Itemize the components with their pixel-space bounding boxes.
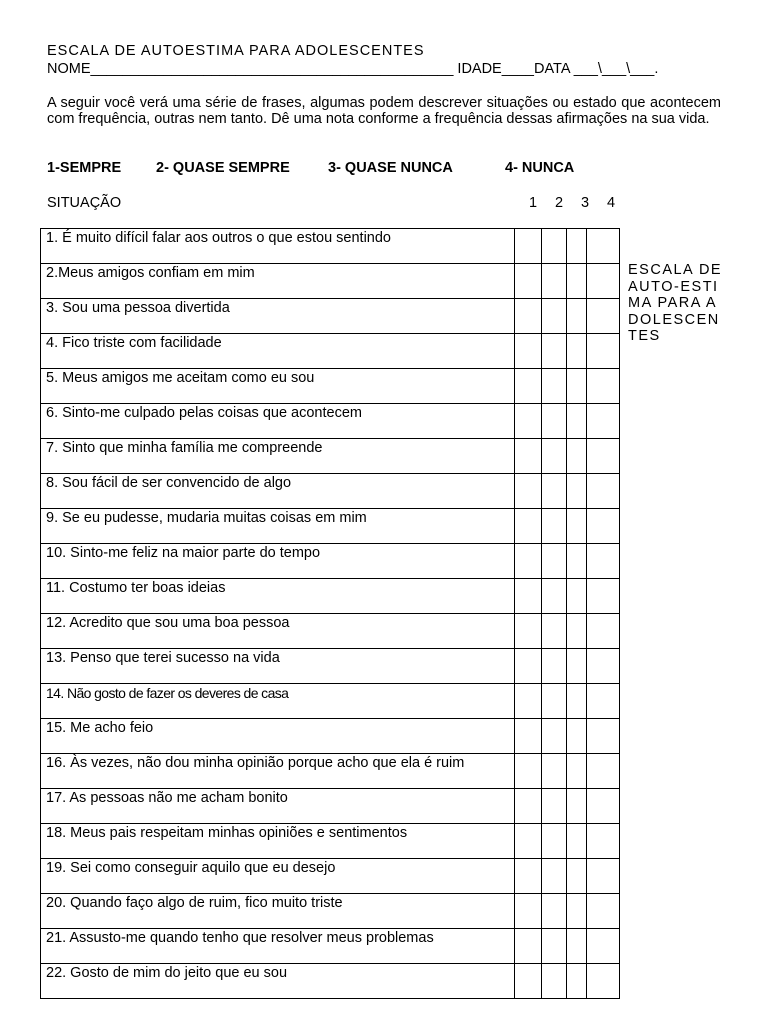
answer-cell-4[interactable] xyxy=(587,929,620,964)
answer-cell-4[interactable] xyxy=(587,684,620,719)
answer-cell-1[interactable] xyxy=(515,474,542,509)
item-statement: 20. Quando faço algo de ruim, fico muito triste xyxy=(41,894,515,929)
table-row xyxy=(41,264,620,299)
table-row xyxy=(41,544,620,579)
item-statement: 18. Meus pais respeitam minhas opiniões e sentimentos xyxy=(41,824,515,859)
item-statement: 8. Sou fácil de ser convencido de algo xyxy=(41,474,515,509)
item-statement: 17. As pessoas não me acham bonito xyxy=(41,789,515,824)
answer-cell-3[interactable] xyxy=(566,859,587,894)
answer-cell-2[interactable] xyxy=(541,964,566,999)
answer-cell-1[interactable] xyxy=(515,509,542,544)
answer-cell-1[interactable] xyxy=(515,404,542,439)
answer-cell-1[interactable] xyxy=(515,369,542,404)
item-statement: 13. Penso que terei sucesso na vida xyxy=(41,649,515,684)
answer-cell-3[interactable] xyxy=(566,754,587,789)
answer-cell-1[interactable] xyxy=(515,824,542,859)
answer-cell-2[interactable] xyxy=(541,649,566,684)
answer-cell-1[interactable] xyxy=(515,964,542,999)
answer-cell-1[interactable] xyxy=(515,754,542,789)
side-label: ESCALA DE AUTO-ESTIMA PARA ADOLESCENTES xyxy=(628,262,723,344)
answer-cell-4[interactable] xyxy=(587,229,620,264)
answer-cell-2[interactable] xyxy=(541,404,566,439)
item-statement: 2.Meus amigos confiam em mim xyxy=(41,264,515,299)
answer-cell-4[interactable] xyxy=(587,649,620,684)
answer-cell-3[interactable] xyxy=(566,229,587,264)
column-header-1: 1 xyxy=(529,195,538,211)
answer-cell-1[interactable] xyxy=(515,929,542,964)
answer-cell-4[interactable] xyxy=(587,824,620,859)
document-title: ESCALA DE AUTOESTIMA PARA ADOLESCENTES xyxy=(47,43,425,59)
answer-cell-3[interactable] xyxy=(566,719,587,754)
answer-cell-4[interactable] xyxy=(587,334,620,369)
table-row xyxy=(41,649,620,684)
item-statement: 21. Assusto-me quando tenho que resolver meus problemas xyxy=(41,929,515,964)
answer-cell-4[interactable] xyxy=(587,614,620,649)
table-row xyxy=(41,509,620,544)
answer-cell-1[interactable] xyxy=(515,859,542,894)
answer-cell-1[interactable] xyxy=(515,789,542,824)
table-row xyxy=(41,439,620,474)
item-statement: 11. Costumo ter boas ideias xyxy=(41,579,515,614)
column-header-3: 3 xyxy=(581,195,590,211)
item-statement: 15. Me acho feio xyxy=(41,719,515,754)
item-statement: 22. Gosto de mim do jeito que eu sou xyxy=(41,964,515,999)
answer-cell-2[interactable] xyxy=(541,614,566,649)
scale-option-nunca: 4- NUNCA xyxy=(505,160,575,176)
answer-cell-4[interactable] xyxy=(587,404,620,439)
scale-option-quase-sempre: 2- QUASE SEMPRE xyxy=(156,160,290,176)
questionnaire-table xyxy=(40,228,620,999)
answer-cell-3[interactable] xyxy=(566,439,587,474)
table-row xyxy=(41,684,620,719)
answer-cell-1[interactable] xyxy=(515,894,542,929)
answer-cell-1[interactable] xyxy=(515,649,542,684)
answer-cell-3[interactable] xyxy=(566,649,587,684)
answer-cell-1[interactable] xyxy=(515,579,542,614)
item-statement: 14. Não gosto de fazer os deveres de casa xyxy=(41,684,515,719)
table-row xyxy=(41,964,620,999)
name-age-date-line: NOME_____________________________________________ IDADE____DATA ___\___\___. xyxy=(47,61,659,77)
table-row xyxy=(41,474,620,509)
table-row xyxy=(41,404,620,439)
answer-cell-4[interactable] xyxy=(587,579,620,614)
item-statement: 7. Sinto que minha família me compreende xyxy=(41,439,515,474)
answer-cell-4[interactable] xyxy=(587,894,620,929)
answer-cell-2[interactable] xyxy=(541,544,566,579)
answer-cell-2[interactable] xyxy=(541,369,566,404)
answer-cell-3[interactable] xyxy=(566,929,587,964)
answer-cell-4[interactable] xyxy=(587,369,620,404)
answer-cell-3[interactable] xyxy=(566,334,587,369)
item-statement: 16. Às vezes, não dou minha opinião porque acho que ela é ruim xyxy=(41,754,515,789)
answer-cell-2[interactable] xyxy=(541,439,566,474)
answer-cell-1[interactable] xyxy=(515,439,542,474)
answer-cell-3[interactable] xyxy=(566,894,587,929)
table-row xyxy=(41,614,620,649)
answer-cell-3[interactable] xyxy=(566,404,587,439)
answer-cell-2[interactable] xyxy=(541,894,566,929)
answer-cell-1[interactable] xyxy=(515,684,542,719)
answer-cell-3[interactable] xyxy=(566,789,587,824)
answer-cell-3[interactable] xyxy=(566,684,587,719)
column-header-4: 4 xyxy=(607,195,616,211)
answer-cell-4[interactable] xyxy=(587,964,620,999)
column-header-2: 2 xyxy=(555,195,564,211)
item-statement: 10. Sinto-me feliz na maior parte do tempo xyxy=(41,544,515,579)
scale-option-sempre: 1-SEMPRE xyxy=(47,160,122,176)
item-statement: 3. Sou uma pessoa divertida xyxy=(41,299,515,334)
answer-cell-1[interactable] xyxy=(515,334,542,369)
answer-cell-1[interactable] xyxy=(515,229,542,264)
answer-cell-3[interactable] xyxy=(566,474,587,509)
answer-cell-4[interactable] xyxy=(587,789,620,824)
item-statement: 19. Sei como conseguir aquilo que eu desejo xyxy=(41,859,515,894)
answer-cell-3[interactable] xyxy=(566,369,587,404)
item-statement: 9. Se eu pudesse, mudaria muitas coisas em mim xyxy=(41,509,515,544)
answer-cell-3[interactable] xyxy=(566,824,587,859)
scale-option-quase-nunca: 3- QUASE NUNCA xyxy=(328,160,453,176)
answer-cell-2[interactable] xyxy=(541,824,566,859)
answer-cell-2[interactable] xyxy=(541,684,566,719)
answer-cell-3[interactable] xyxy=(566,264,587,299)
table-row xyxy=(41,894,620,929)
answer-cell-1[interactable] xyxy=(515,299,542,334)
item-statement: 5. Meus amigos me aceitam como eu sou xyxy=(41,369,515,404)
answer-cell-3[interactable] xyxy=(566,579,587,614)
answer-cell-1[interactable] xyxy=(515,614,542,649)
answer-cell-1[interactable] xyxy=(515,264,542,299)
answer-cell-3[interactable] xyxy=(566,964,587,999)
answer-cell-2[interactable] xyxy=(541,859,566,894)
situation-header: SITUAÇÃO xyxy=(47,195,122,211)
item-statement: 1. É muito difícil falar aos outros o que estou sentindo xyxy=(41,229,515,264)
answer-cell-4[interactable] xyxy=(587,439,620,474)
table-row xyxy=(41,719,620,754)
table-row xyxy=(41,229,620,264)
answer-cell-2[interactable] xyxy=(541,334,566,369)
answer-cell-4[interactable] xyxy=(587,544,620,579)
answer-cell-4[interactable] xyxy=(587,264,620,299)
table-row xyxy=(41,334,620,369)
answer-cell-3[interactable] xyxy=(566,509,587,544)
answer-cell-4[interactable] xyxy=(587,719,620,754)
table-row xyxy=(41,754,620,789)
answer-cell-2[interactable] xyxy=(541,754,566,789)
item-statement: 4. Fico triste com facilidade xyxy=(41,334,515,369)
answer-cell-4[interactable] xyxy=(587,859,620,894)
answer-cell-4[interactable] xyxy=(587,509,620,544)
answer-cell-4[interactable] xyxy=(587,299,620,334)
answer-cell-2[interactable] xyxy=(541,229,566,264)
answer-cell-1[interactable] xyxy=(515,719,542,754)
answer-cell-3[interactable] xyxy=(566,614,587,649)
table-row xyxy=(41,369,620,404)
table-row xyxy=(41,824,620,859)
table-row xyxy=(41,579,620,614)
answer-cell-2[interactable] xyxy=(541,299,566,334)
answer-cell-4[interactable] xyxy=(587,754,620,789)
answer-cell-2[interactable] xyxy=(541,789,566,824)
answer-cell-2[interactable] xyxy=(541,509,566,544)
table-row xyxy=(41,929,620,964)
answer-cell-2[interactable] xyxy=(541,474,566,509)
item-statement: 6. Sinto-me culpado pelas coisas que acontecem xyxy=(41,404,515,439)
answer-cell-2[interactable] xyxy=(541,929,566,964)
answer-cell-3[interactable] xyxy=(566,299,587,334)
answer-cell-1[interactable] xyxy=(515,544,542,579)
table-row xyxy=(41,299,620,334)
answer-cell-4[interactable] xyxy=(587,474,620,509)
table-row xyxy=(41,789,620,824)
table-row xyxy=(41,859,620,894)
instructions-paragraph: A seguir você verá uma série de frases, algumas podem descrever situações ou estado que acontecem com frequência, outras nem tanto. Dê uma nota conforme a frequência dessas afirmações na sua vida. xyxy=(47,95,721,127)
answer-cell-2[interactable] xyxy=(541,264,566,299)
item-statement: 12. Acredito que sou uma boa pessoa xyxy=(41,614,515,649)
answer-cell-3[interactable] xyxy=(566,544,587,579)
answer-cell-2[interactable] xyxy=(541,719,566,754)
answer-cell-2[interactable] xyxy=(541,579,566,614)
